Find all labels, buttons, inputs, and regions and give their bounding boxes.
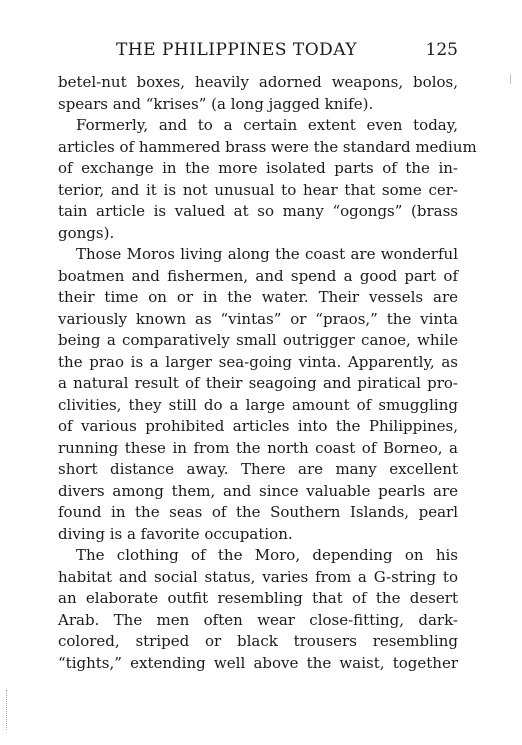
text-line: terior, and it is not unusual to hear that some cer-: [58, 180, 458, 199]
text-line: divers among them, and since valuable pearls are: [58, 481, 458, 500]
text-line: clivities, they still do a large amount of smuggling: [58, 395, 458, 414]
running-head: [58, 40, 458, 64]
text-line: running these in from the north coast of Borneo, a: [58, 438, 458, 457]
text-line: variously known as “vintas” or “praos,” the vinta: [58, 309, 458, 328]
text-line: The clothing of the Moro, depending on his: [76, 546, 458, 564]
text-line: betel-nut boxes, heavily adorned weapons, bolos,: [58, 73, 458, 91]
text-line: colored, striped or black trousers resembling: [58, 632, 458, 650]
text-line: their time on or in the water. Their vessels are: [58, 288, 458, 306]
text-line: boatmen and fishermen, and spend a good part of: [58, 266, 458, 285]
text-line: gongs).: [58, 223, 115, 242]
margin-mark: [510, 74, 514, 84]
page-number: 125: [425, 40, 458, 60]
body-text: [58, 72, 477, 674]
text-line: the prao is a larger sea-going vinta. Apparently, as: [58, 352, 458, 371]
text-line: a natural result of their seagoing and piratical pro-: [58, 374, 458, 392]
text-line: Those Moros living along the coast are wonderful: [76, 245, 458, 263]
text-line: of various prohibited articles into the Philippines,: [58, 417, 458, 435]
text-line: habitat and social status, varies from a G-string to: [58, 567, 458, 586]
text-line: being a comparatively small outrigger canoe, while: [58, 331, 458, 349]
text-line: Formerly, and to a certain extent even today,: [76, 116, 458, 134]
text-line: of exchange in the more isolated parts of the in-: [58, 159, 458, 177]
text-line: Arab. The men often wear close-fitting, dark-: [58, 610, 458, 629]
text-line: found in the seas of the Southern Islands, pearl: [58, 503, 458, 521]
text-line: articles of hammered brass were the standard medium: [58, 137, 477, 156]
text-line: tain article is valued at so many “ogongs” (brass: [58, 202, 458, 220]
text-line: an elaborate outfit resembling that of the desert: [58, 589, 458, 607]
text-line: diving is a favorite occupation.: [58, 524, 293, 543]
running-title: THE PHILIPPINES TODAY: [116, 40, 358, 60]
text-line: spears and “krises” (a long jagged knife).: [58, 94, 374, 113]
text-line: short distance away. There are many excellent: [58, 460, 458, 478]
text-line: “tights,” extending well above the waist, together: [58, 653, 458, 672]
edge-mark: [6, 690, 9, 730]
